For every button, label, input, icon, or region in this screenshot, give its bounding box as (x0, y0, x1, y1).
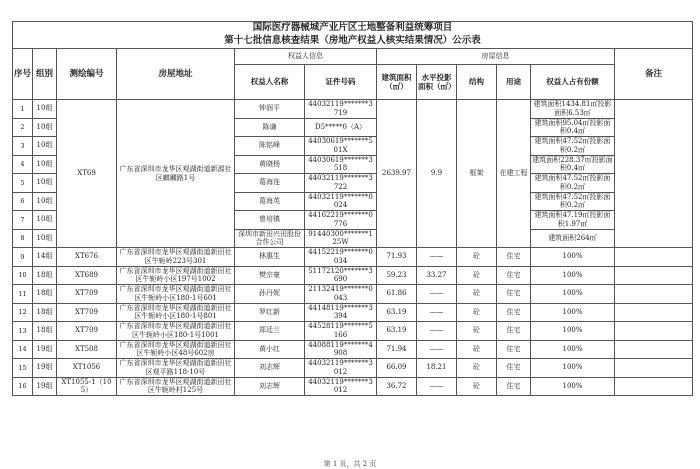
cell-owner-name: 陈谦 (235, 118, 305, 137)
cell-share: 建筑面积47.19㎡投影面积1.97㎡ (531, 211, 615, 230)
cell-group: 10组 (33, 211, 57, 230)
cell-group: 18组 (33, 322, 57, 341)
cell-survey-no: XT69 (57, 100, 117, 248)
cell-group: 18组 (33, 303, 57, 322)
cell-address: 广东省深圳市龙华区观湖街道新田社区牛轭岭223号301 (117, 248, 235, 267)
cell-remark (615, 303, 693, 322)
cell-proj-area: —— (417, 377, 457, 396)
cell-structure: 砼 (457, 303, 497, 322)
cell-cert-no: 44148119*******3394 (305, 303, 377, 322)
cell-remark (615, 248, 693, 267)
cell-owner-name: 葛海连 (235, 174, 305, 193)
cell-cert-no: 44032119*******3722 (305, 174, 377, 193)
cell-usage: 住宅 (497, 377, 531, 396)
cell-proj-area: —— (417, 285, 457, 304)
cell-usage: 住宅 (497, 285, 531, 304)
cell-group: 14组 (33, 248, 57, 267)
cell-owner-name: 葛海英 (235, 192, 305, 211)
cell-group: 18组 (33, 285, 57, 304)
cell-group: 10组 (33, 118, 57, 137)
cell-build-area: 63.19 (377, 322, 417, 341)
cell-seq: 15 (13, 359, 33, 378)
cell-usage: 在建工程 (497, 100, 531, 248)
cell-seq: 12 (13, 303, 33, 322)
table-row (13, 359, 693, 378)
cell-remark (615, 322, 693, 341)
page-footer: 第 1 页，共 2 页 (323, 460, 377, 468)
cell-remark (615, 266, 693, 285)
cell-build-area: 59.23 (377, 266, 417, 285)
cell-owner-name: 罗红新 (235, 303, 305, 322)
header-structure: 结构 (457, 65, 497, 100)
cell-group: 10组 (33, 192, 57, 211)
cell-group: 10组 (33, 100, 57, 119)
cell-seq: 5 (13, 174, 33, 193)
cell-owner-name: 曾培镇 (235, 211, 305, 230)
cell-share: 100% (531, 266, 615, 285)
header-build-area: 建筑面积（㎡） (377, 65, 417, 100)
cell-share: 建筑面积264㎡ (531, 229, 615, 248)
cell-remark (615, 359, 693, 378)
title-line-2: 第十七批信息核查结果（房地产权益人核实结果情况）公示表 (224, 35, 481, 46)
cell-owner-name: 孙丹妮 (235, 285, 305, 304)
cell-address: 广东省深圳市龙华区观湖街道新田社区牛轭岭小区180-1号801 (117, 303, 235, 322)
cell-structure: 砼 (457, 248, 497, 267)
cell-survey-no: XT709 (57, 285, 117, 304)
cell-cert-no: 44032119*******3012 (305, 377, 377, 396)
cell-seq: 7 (13, 211, 33, 230)
cell-seq: 16 (13, 377, 33, 396)
notice-sheet (12, 21, 692, 396)
cell-usage: 住宅 (497, 248, 531, 267)
cell-seq: 13 (13, 322, 33, 341)
cell-owner-name: 郑廷兰 (235, 322, 305, 341)
cell-seq: 8 (13, 229, 33, 248)
cell-usage: 住宅 (497, 266, 531, 285)
cell-build-area: 2639.97 (377, 100, 417, 248)
cell-build-area: 71.93 (377, 248, 417, 267)
cell-usage: 住宅 (497, 359, 531, 378)
cell-cert-no: 51172120*******3690 (305, 266, 377, 285)
table-row (13, 340, 693, 359)
cell-cert-no: 44152219*******0034 (305, 248, 377, 267)
cell-share: 100% (531, 248, 615, 267)
cell-seq: 4 (13, 155, 33, 174)
cell-remark (615, 377, 693, 396)
cell-share: 建筑面积47.52㎡投影面积0.2㎡ (531, 137, 615, 156)
cell-usage: 住宅 (497, 322, 531, 341)
cell-build-area: 61.86 (377, 285, 417, 304)
table-row (13, 377, 693, 396)
cell-owner-name: 林惠生 (235, 248, 305, 267)
table-title (13, 22, 693, 49)
header-cert-no: 证件号码 (305, 65, 377, 100)
cell-address: 广东省深圳市龙华区观湖街道新田社区牛轭岭小区197号1002 (117, 266, 235, 285)
cell-build-area: 71.94 (377, 340, 417, 359)
cell-owner-name: 刘志辉 (235, 359, 305, 378)
cell-survey-no: XT689 (57, 266, 117, 285)
table-row (13, 100, 693, 119)
cell-group: 10组 (33, 155, 57, 174)
cell-survey-no: XT1055-1（105） (57, 377, 117, 396)
header-owner-info: 权益人信息 (235, 49, 377, 65)
cell-seq: 10 (13, 266, 33, 285)
cell-address: 广东省深圳市龙华区观湖街道新田社区牛轭岭小区180-1号1001 (117, 322, 235, 341)
cell-cert-no: 44528119*******5166 (305, 322, 377, 341)
cell-share: 100% (531, 285, 615, 304)
header-proj-area: 水平投影面积（㎡） (417, 65, 457, 100)
cell-share: 100% (531, 322, 615, 341)
cell-structure: 砼 (457, 340, 497, 359)
cell-group: 19组 (33, 359, 57, 378)
cell-structure: 砼 (457, 322, 497, 341)
table-row (13, 322, 693, 341)
cell-share: 建筑面积47.52㎡投影面积0.2㎡ (531, 192, 615, 211)
cell-survey-no: XT508 (57, 340, 117, 359)
cell-cert-no: 44032119*******3719 (305, 100, 377, 119)
cell-cert-no: D5*****0（A） (305, 118, 377, 137)
cell-structure: 砼 (457, 359, 497, 378)
cell-seq: 2 (13, 118, 33, 137)
cell-share: 100% (531, 377, 615, 396)
cell-address: 广东省深圳市龙华区观湖街道新田社区观平路118-10号 (117, 359, 235, 378)
header-share: 权益人占有份额 (531, 65, 615, 100)
cell-share: 100% (531, 303, 615, 322)
cell-seq: 14 (13, 340, 33, 359)
cell-owner-name: 黄晓杨 (235, 155, 305, 174)
cell-survey-no: XT709 (57, 303, 117, 322)
header-group: 组别 (33, 49, 57, 100)
cell-share: 建筑面积47.52㎡投影面积0.2㎡ (531, 174, 615, 193)
cell-usage: 住宅 (497, 303, 531, 322)
cell-seq: 6 (13, 192, 33, 211)
cell-share: 建筑面积95.04㎡投影面积0.4㎡ (531, 118, 615, 137)
cell-owner-name: 黄小红 (235, 340, 305, 359)
cell-group: 10组 (33, 174, 57, 193)
cell-proj-area: —— (417, 248, 457, 267)
cell-remark (615, 100, 693, 248)
cell-share: 建筑面积1434.81㎡投影面积6.53㎡ (531, 100, 615, 119)
cell-proj-area: —— (417, 322, 457, 341)
cell-group: 19组 (33, 340, 57, 359)
cell-build-area: 36.72 (377, 377, 417, 396)
cell-structure: 砼 (457, 285, 497, 304)
table-row (13, 266, 693, 285)
cell-group: 10组 (33, 137, 57, 156)
cell-structure: 砼 (457, 266, 497, 285)
cell-proj-area: 18.21 (417, 359, 457, 378)
cell-seq: 9 (13, 248, 33, 267)
cell-cert-no: 44030619*******3518 (305, 155, 377, 174)
cell-owner-name: 钟润平 (235, 100, 305, 119)
cell-build-area: 63.19 (377, 303, 417, 322)
cell-cert-no: 44030619*******501X (305, 137, 377, 156)
cell-cert-no: 44032119*******3012 (305, 359, 377, 378)
cell-remark (615, 340, 693, 359)
table-row (13, 285, 693, 304)
header-house-info: 房屋信息 (377, 49, 615, 65)
cell-group: 10组 (33, 229, 57, 248)
cell-group: 18组 (33, 266, 57, 285)
table-row (13, 303, 693, 322)
header-address: 房屋地址 (117, 49, 235, 100)
cell-owner-name: 刘志辉 (235, 377, 305, 396)
cell-structure: 砼 (457, 377, 497, 396)
header-survey-no: 测绘编号 (57, 49, 117, 100)
cell-owner-name: 深圳市新田兴田股份合作公司 (235, 229, 305, 248)
cell-share: 100% (531, 340, 615, 359)
cell-share: 100% (531, 359, 615, 378)
cell-cert-no: 21132419*******0043 (305, 285, 377, 304)
cell-proj-area: —— (417, 303, 457, 322)
cell-cert-no: 44032119*******0024 (305, 192, 377, 211)
cell-survey-no: XT1056 (57, 359, 117, 378)
cell-usage: 住宅 (497, 340, 531, 359)
cell-seq: 1 (13, 100, 33, 119)
cell-structure: 框架 (457, 100, 497, 248)
cell-address: 广东省深圳市龙华区观湖街道新田社区牛轭岭小区180-1号601 (117, 285, 235, 304)
cell-owner-name: 樊宗豪 (235, 266, 305, 285)
cell-cert-no: 44162219*******0776 (305, 211, 377, 230)
cell-proj-area: 33.27 (417, 266, 457, 285)
cell-proj-area: —— (417, 340, 457, 359)
cell-seq: 11 (13, 285, 33, 304)
cell-survey-no: XT709 (57, 322, 117, 341)
notice-table (12, 21, 693, 396)
cell-cert-no: 91440300*******125W (305, 229, 377, 248)
cell-cert-no: 44088119*******4908 (305, 340, 377, 359)
cell-address: 广东省深圳市龙华区观湖街道新田社区牛轭岭村125号 (117, 377, 235, 396)
cell-address: 广东省深圳市龙华区观湖街道新田社区牛轭岭小区48号602房 (117, 340, 235, 359)
cell-remark (615, 285, 693, 304)
table-row (13, 248, 693, 267)
cell-proj-area: 9.9 (417, 100, 457, 248)
header-remark: 备注 (615, 49, 693, 100)
header-usage: 用途 (497, 65, 531, 100)
cell-build-area: 66.09 (377, 359, 417, 378)
header-owner-name: 权益人名称 (235, 65, 305, 100)
cell-share: 建筑面积228.37㎡投影面积0.4㎡ (532, 155, 613, 173)
cell-survey-no: XT676 (57, 248, 117, 267)
cell-seq: 3 (13, 137, 33, 156)
cell-address: 广东省深圳市龙华区观湖街道新源社区麒麟路1号 (117, 100, 235, 248)
cell-group: 19组 (33, 377, 57, 396)
header-seq: 序号 (13, 49, 33, 100)
title-line-1: 国际医疗器械城产业片区土地整备利益统筹项目 (252, 22, 453, 34)
cell-owner-name: 陈铭峰 (235, 137, 305, 156)
